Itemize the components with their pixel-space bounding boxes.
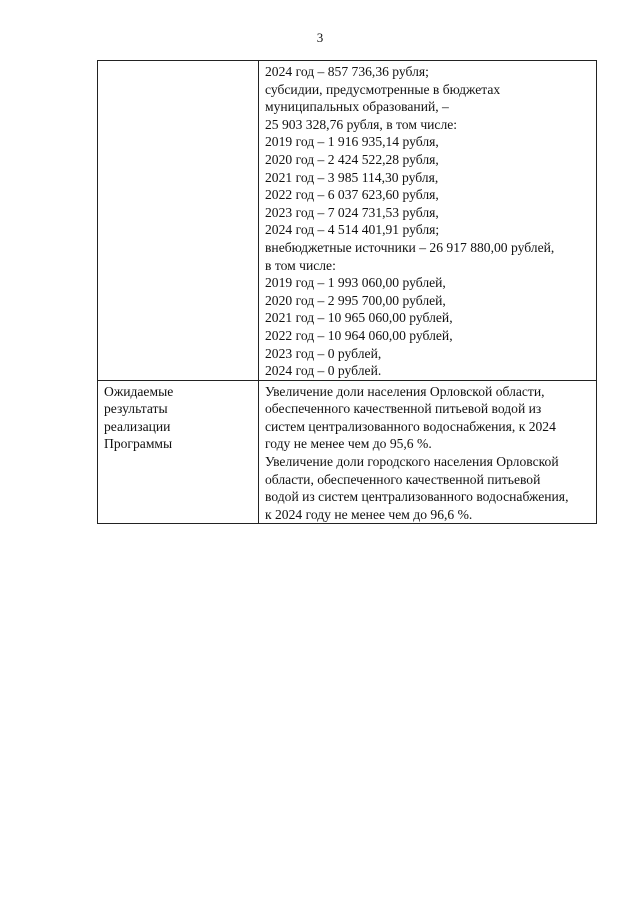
financing-line: 2019 год – 1 993 060,00 рублей, [265, 275, 446, 291]
financing-line: 2023 год – 7 024 731,53 рубля, [265, 204, 439, 220]
label-line: результаты [104, 401, 168, 417]
financing-line: 2021 год – 10 965 060,00 рублей, [265, 310, 453, 326]
results-line: Увеличение доли населения Орловской области, [265, 383, 545, 399]
financing-line: 2020 год – 2 995 700,00 рублей, [265, 292, 446, 308]
table-cell-financing-text [259, 61, 597, 381]
financing-line: 25 903 328,76 рубля, в том числе: [265, 116, 458, 132]
table-row-financing [98, 61, 597, 381]
financing-line: 2022 год – 10 964 060,00 рублей, [265, 327, 453, 343]
financing-line: внебюджетные источники – 26 917 880,00 рублей, [265, 239, 555, 255]
results-line: обеспеченного качественной питьевой водой из [265, 401, 542, 417]
results-line: области, обеспеченного качественной питьевой [265, 471, 541, 487]
financing-line: субсидии, предусмотренные в бюджетах [265, 81, 501, 97]
financing-line: 2020 год – 2 424 522,28 рубля, [265, 151, 439, 167]
results-line: году не менее чем до 95,6 %. [265, 436, 432, 452]
table-row-expected-results [98, 380, 597, 524]
label-line: Ожидаемые [104, 383, 174, 399]
program-passport-table [97, 60, 597, 524]
results-line: систем централизованного водоснабжения, к 2024 [265, 418, 556, 434]
results-line: водой из систем централизованного водоснабжения, [265, 489, 569, 505]
financing-line: 2024 год – 0 рублей. [265, 363, 382, 379]
label-line: реализации [104, 418, 171, 434]
page-number: 3 [316, 30, 324, 45]
table-cell-financing-label [98, 61, 259, 381]
financing-line: 2023 год – 0 рублей, [265, 345, 382, 361]
financing-line: 2024 год – 4 514 401,91 рубля; [265, 222, 440, 238]
table-cell-expected-results-text [259, 380, 597, 524]
label-line: Программы [104, 436, 173, 452]
financing-line: в том числе: [265, 257, 336, 273]
financing-line: 2024 год – 857 736,36 рубля; [265, 64, 429, 79]
financing-line: 2022 год – 6 037 623,60 рубля, [265, 187, 439, 203]
financing-line: муниципальных образований, – [265, 99, 449, 115]
table-cell-expected-results-label [98, 380, 259, 524]
financing-line: 2019 год – 1 916 935,14 рубля, [265, 134, 439, 150]
results-line: Увеличение доли городского населения Орловской [265, 454, 559, 470]
results-line: к 2024 году не менее чем до 96,6 %. [265, 506, 473, 522]
financing-line: 2021 год – 3 985 114,30 рубля, [265, 169, 439, 185]
